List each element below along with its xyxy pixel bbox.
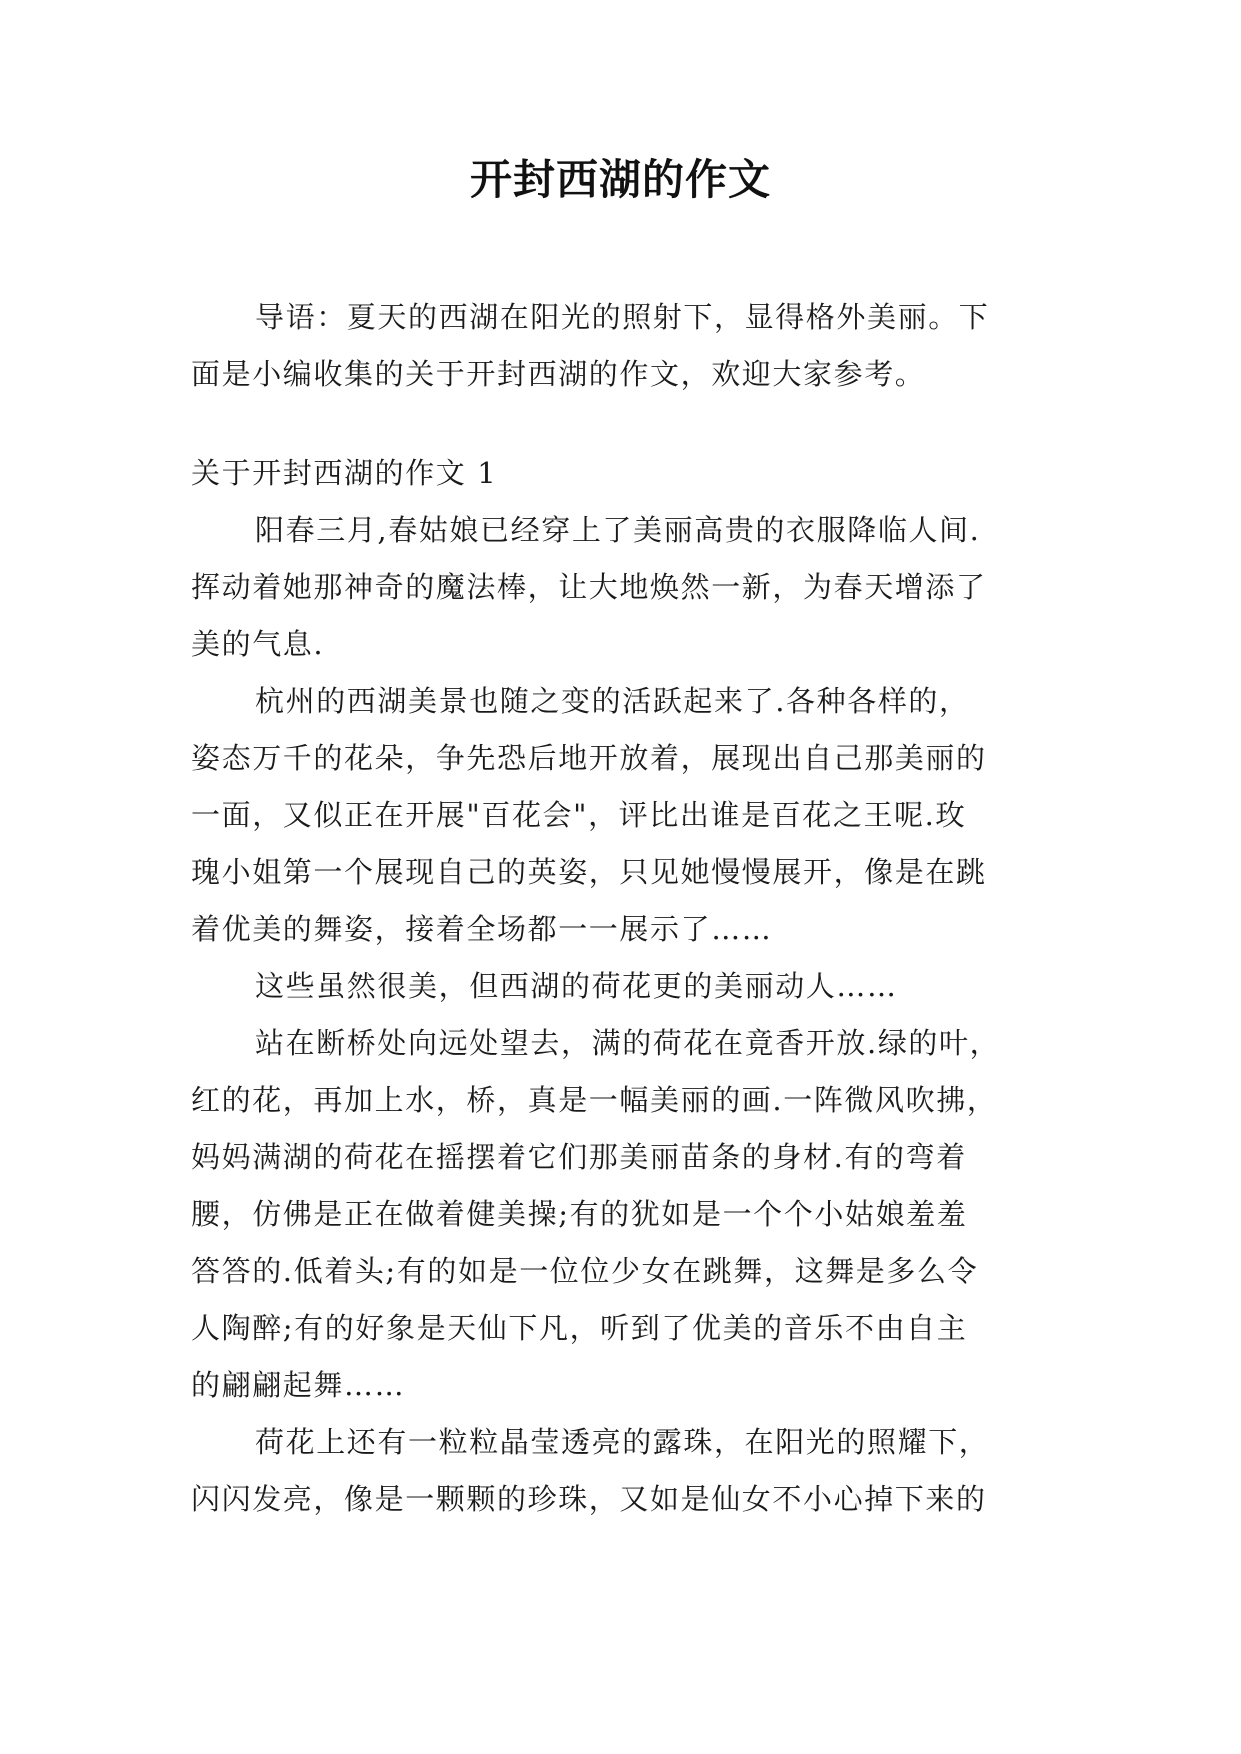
paragraph-line: 站在断桥处向远处望去，满的荷花在竟香开放.绿的叶， <box>255 1026 1001 1060</box>
paragraph-line: 着优美的舞姿，接着全场都一一展示了…… <box>191 912 773 946</box>
paragraph-line: 杭州的西湖美景也随之变的活跃起来了.各种各样的， <box>255 684 970 718</box>
body-paragraph <box>191 958 1051 1015</box>
section-heading: 关于开封西湖的作文 1 <box>191 456 498 490</box>
paragraph-line: 闪闪发亮，像是一颗颗的珍珠，又如是仙女不小心掉下来的 <box>191 1482 987 1516</box>
intro-line: 导语：夏天的西湖在阳光的照射下，显得格外美丽。下 <box>255 300 990 334</box>
paragraph-line: 腰，仿佛是正在做着健美操;有的犹如是一个个小姑娘羞羞 <box>191 1197 968 1231</box>
paragraph-line: 一面，又似正在开展"百花会"，评比出谁是百花之王呢.玫 <box>191 798 967 832</box>
intro-line: 面是小编收集的关于开封西湖的作文，欢迎大家参考。 <box>191 357 926 391</box>
paragraph-line: 人陶醉;有的好象是天仙下凡，听到了优美的音乐不由自主 <box>191 1311 968 1345</box>
paragraph-line: 阳春三月,春姑娘已经穿上了美丽高贵的衣服降临人间. <box>255 513 981 547</box>
paragraph-line: 挥动着她那神奇的魔法棒，让大地焕然一新，为春天增添了 <box>191 570 987 604</box>
paragraph-line: 荷花上还有一粒粒晶莹透亮的露珠，在阳光的照耀下， <box>255 1425 990 1459</box>
body-paragraph <box>191 673 1051 958</box>
paragraph-line: 瑰小姐第一个展现自己的英姿，只见她慢慢展开，像是在跳 <box>191 855 987 889</box>
body-paragraph <box>191 502 1051 673</box>
document-body <box>191 289 1051 1528</box>
paragraph-line: 红的花，再加上水，桥，真是一幅美丽的画.一阵微风吹拂， <box>191 1083 998 1117</box>
paragraph-line: 美的气息. <box>191 627 325 661</box>
paragraph-line: 妈妈满湖的荷花在摇摆着它们那美丽苗条的身材.有的弯着 <box>191 1140 967 1174</box>
body-paragraph <box>191 1015 1051 1414</box>
paragraph-line: 这些虽然很美，但西湖的荷花更的美丽动人…… <box>255 969 898 1003</box>
paragraph-line: 的翩翩起舞…… <box>191 1368 406 1402</box>
document-title: 开封西湖的作文 <box>469 155 771 204</box>
body-paragraph <box>191 1414 1051 1528</box>
paragraph-line: 答答的.低着头;有的如是一位位少女在跳舞，这舞是多么令 <box>191 1254 979 1288</box>
intro-paragraph <box>191 289 1051 403</box>
paragraph-line: 姿态万千的花朵，争先恐后地开放着，展现出自己那美丽的 <box>191 741 987 775</box>
